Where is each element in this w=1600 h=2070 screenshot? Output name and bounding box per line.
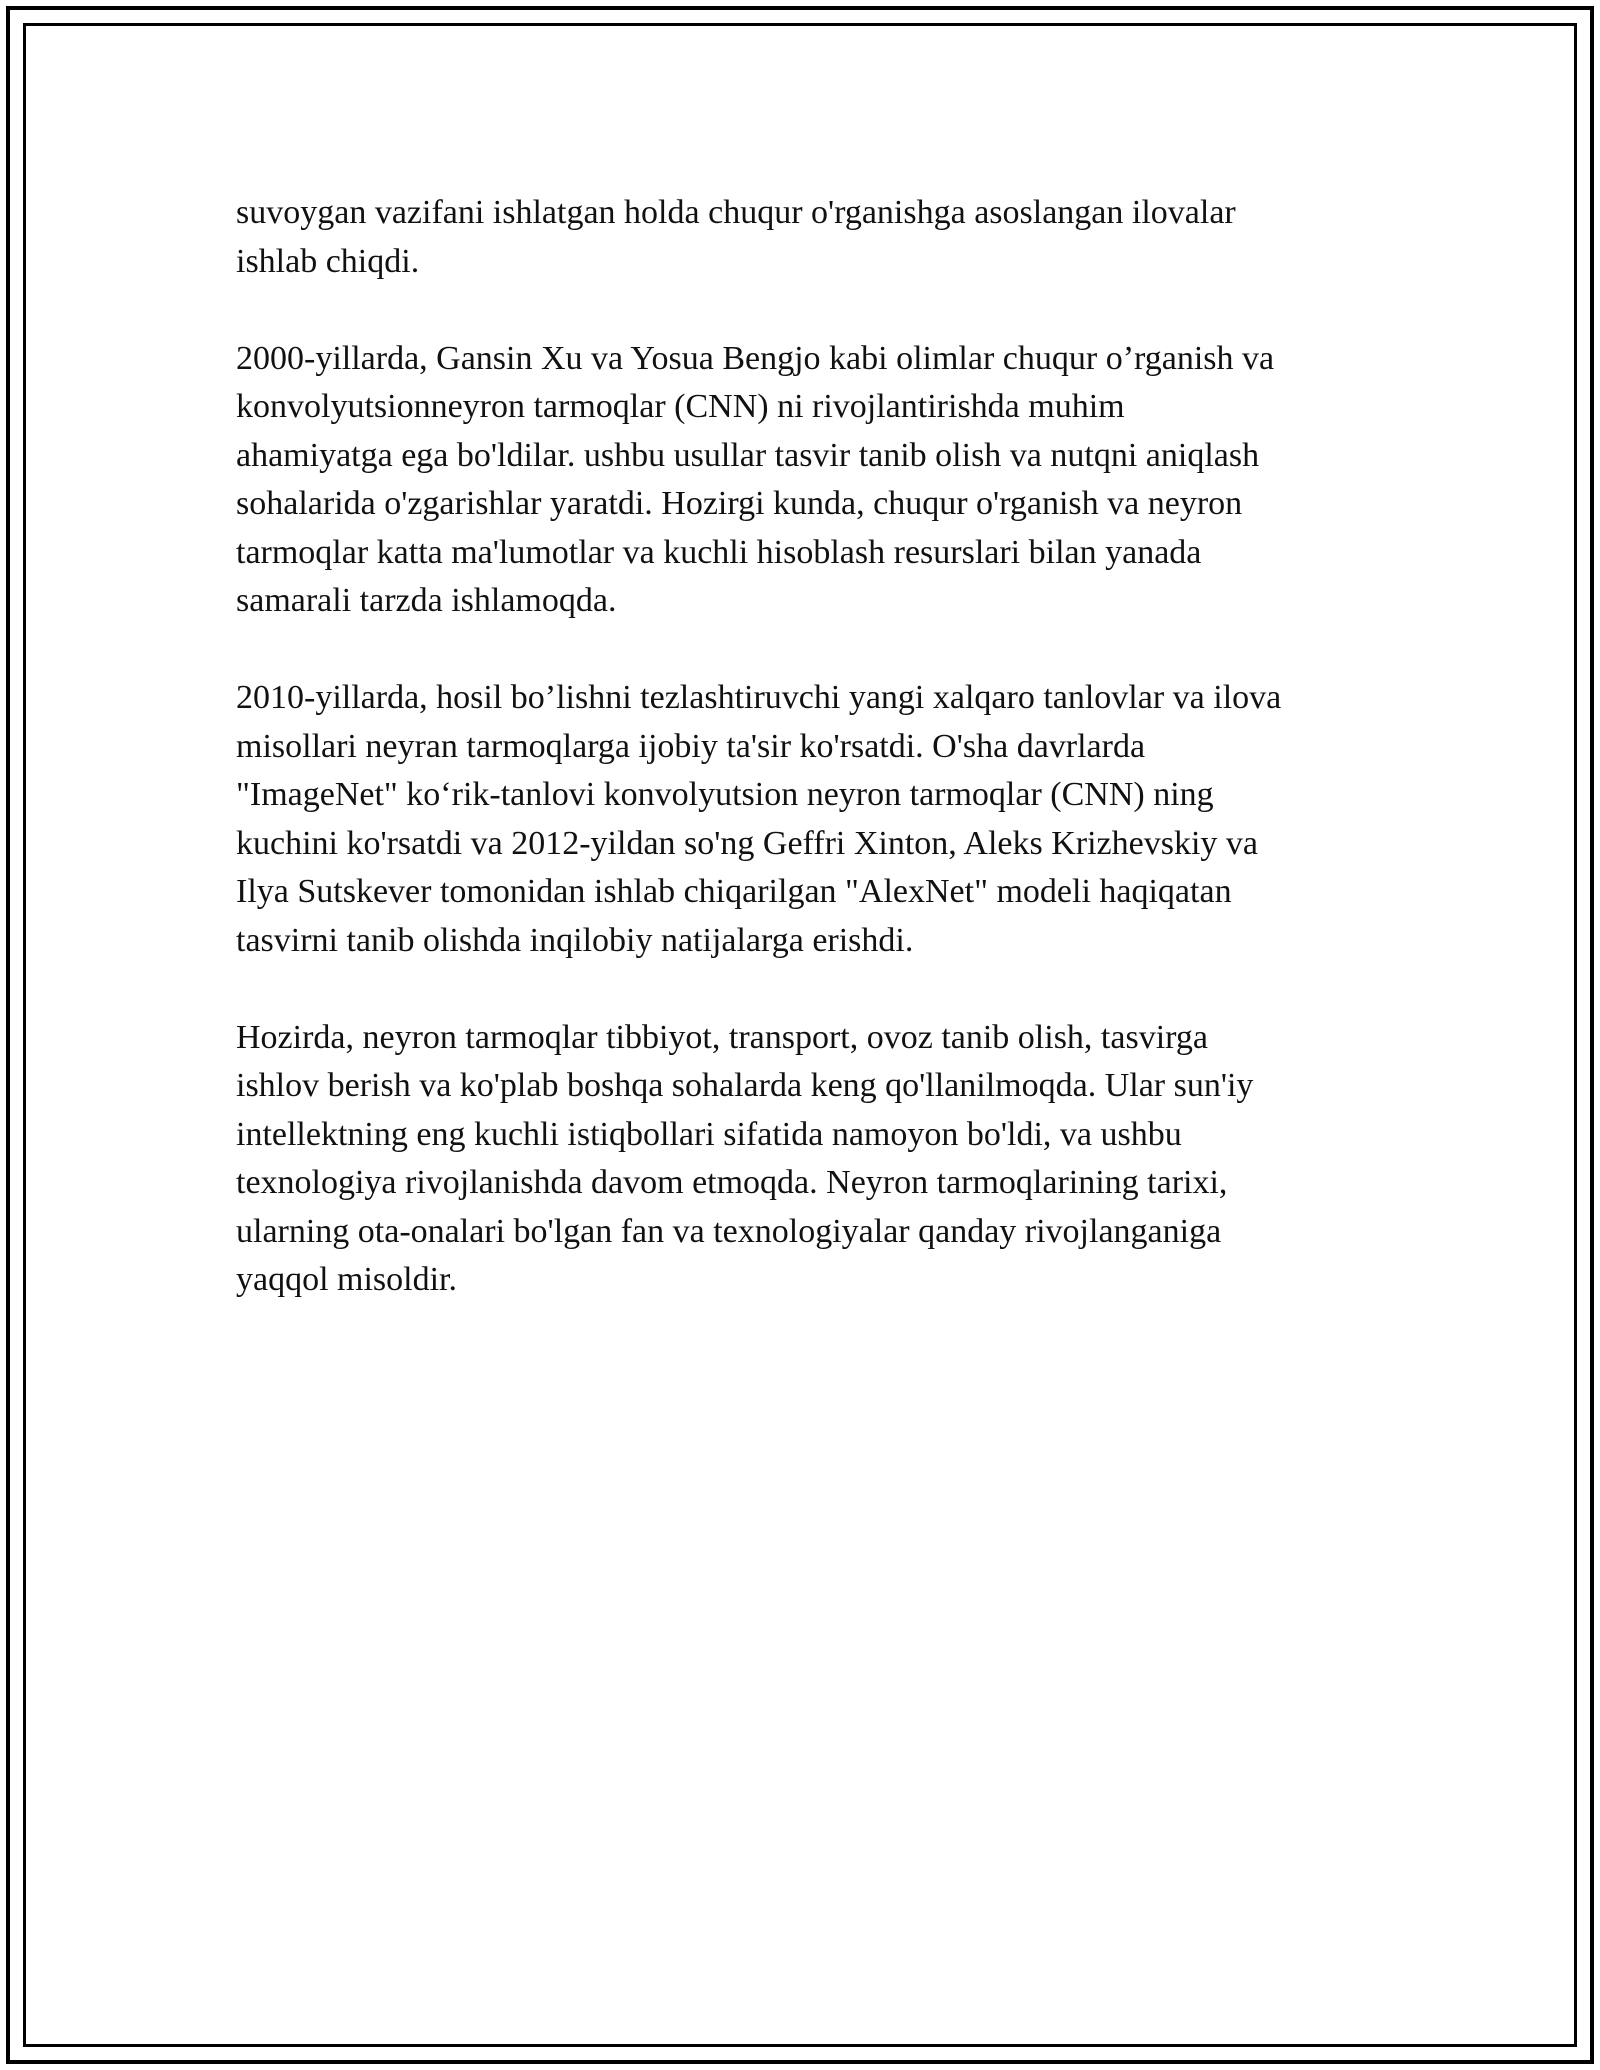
text-line: yaqqol misoldir. [236,1261,457,1298]
text-line: ishlab chiqdi. [236,242,420,280]
paragraph-3 [236,674,1386,965]
text-line: sohalarida o'zgarishlar yaratdi. Hozirgi kunda, chuqur o'rganish va neyron [236,485,1243,522]
text-line: Hozirda, neyron tarmoqlar tibbiyot, transport, ovoz tanib olish, tasvirga [236,1018,1208,1056]
paragraph-2 [236,335,1386,626]
text-line: suvoygan vazifani ishlatgan holda chuqur o'rganishga asoslangan ilovalar [236,194,1236,231]
text-line: ishlov berish va ko'plab boshqa sohalarda keng qo'llanilmoqda. Ular sun'iy [236,1067,1254,1104]
text-line: "ImageNet" ko‘rik-tanlovi konvolyutsion neyron tarmoqlar (CNN) ning [236,776,1214,813]
text-line: Ilya Sutskever tomonidan ishlab chiqarilgan "AlexNet" modeli haqiqatan [236,873,1232,910]
text-line: texnologiya rivojlanishda davom etmoqda. Neyron tarmoqlarining tarixi, [236,1164,1228,1201]
text-line: tarmoqlar katta ma'lumotlar va kuchli hisoblash resurslari bilan yanada [236,533,1202,571]
text-line: samarali tarzda ishlamoqda. [236,582,617,619]
paragraph-4 [236,1014,1386,1305]
text-line: ularning ota-onalari bo'lgan fan va texnologiyalar qanday rivojlanganiga [236,1212,1222,1250]
text-line: 2010-yillarda, hosil bo’lishni tezlashtiruvchi yangi xalqaro tanlovlar va ilova [236,679,1282,716]
text-line: tasvirni tanib olishda inqilobiy natijalarga erishdi. [236,921,914,959]
text-line: konvolyutsionneyron tarmoqlar (CNN) ni rivojlantirishda muhim [236,388,1125,425]
document-body [236,189,1386,1353]
paragraph-1 [236,189,1386,286]
text-line: intellektning eng kuchli istiqbollari sifatida namoyon bo'ldi, va ushbu [236,1115,1182,1153]
text-line: 2000-yillarda, Gansin Xu va Yosua Bengjo kabi olimlar chuqur o’rganish va [236,339,1275,377]
text-line: misollari neyran tarmoqlarga ijobiy ta'sir ko'rsatdi. O'sha davrlarda [236,727,1146,765]
text-line: kuchini ko'rsatdi va 2012-yildan so'ng Geffri Xinton, Aleks Krizhevskiy va [236,824,1259,862]
text-line: ahamiyatga ega bo'ldilar. ushbu usullar tasvir tanib olish va nutqni aniqlash [236,436,1260,474]
